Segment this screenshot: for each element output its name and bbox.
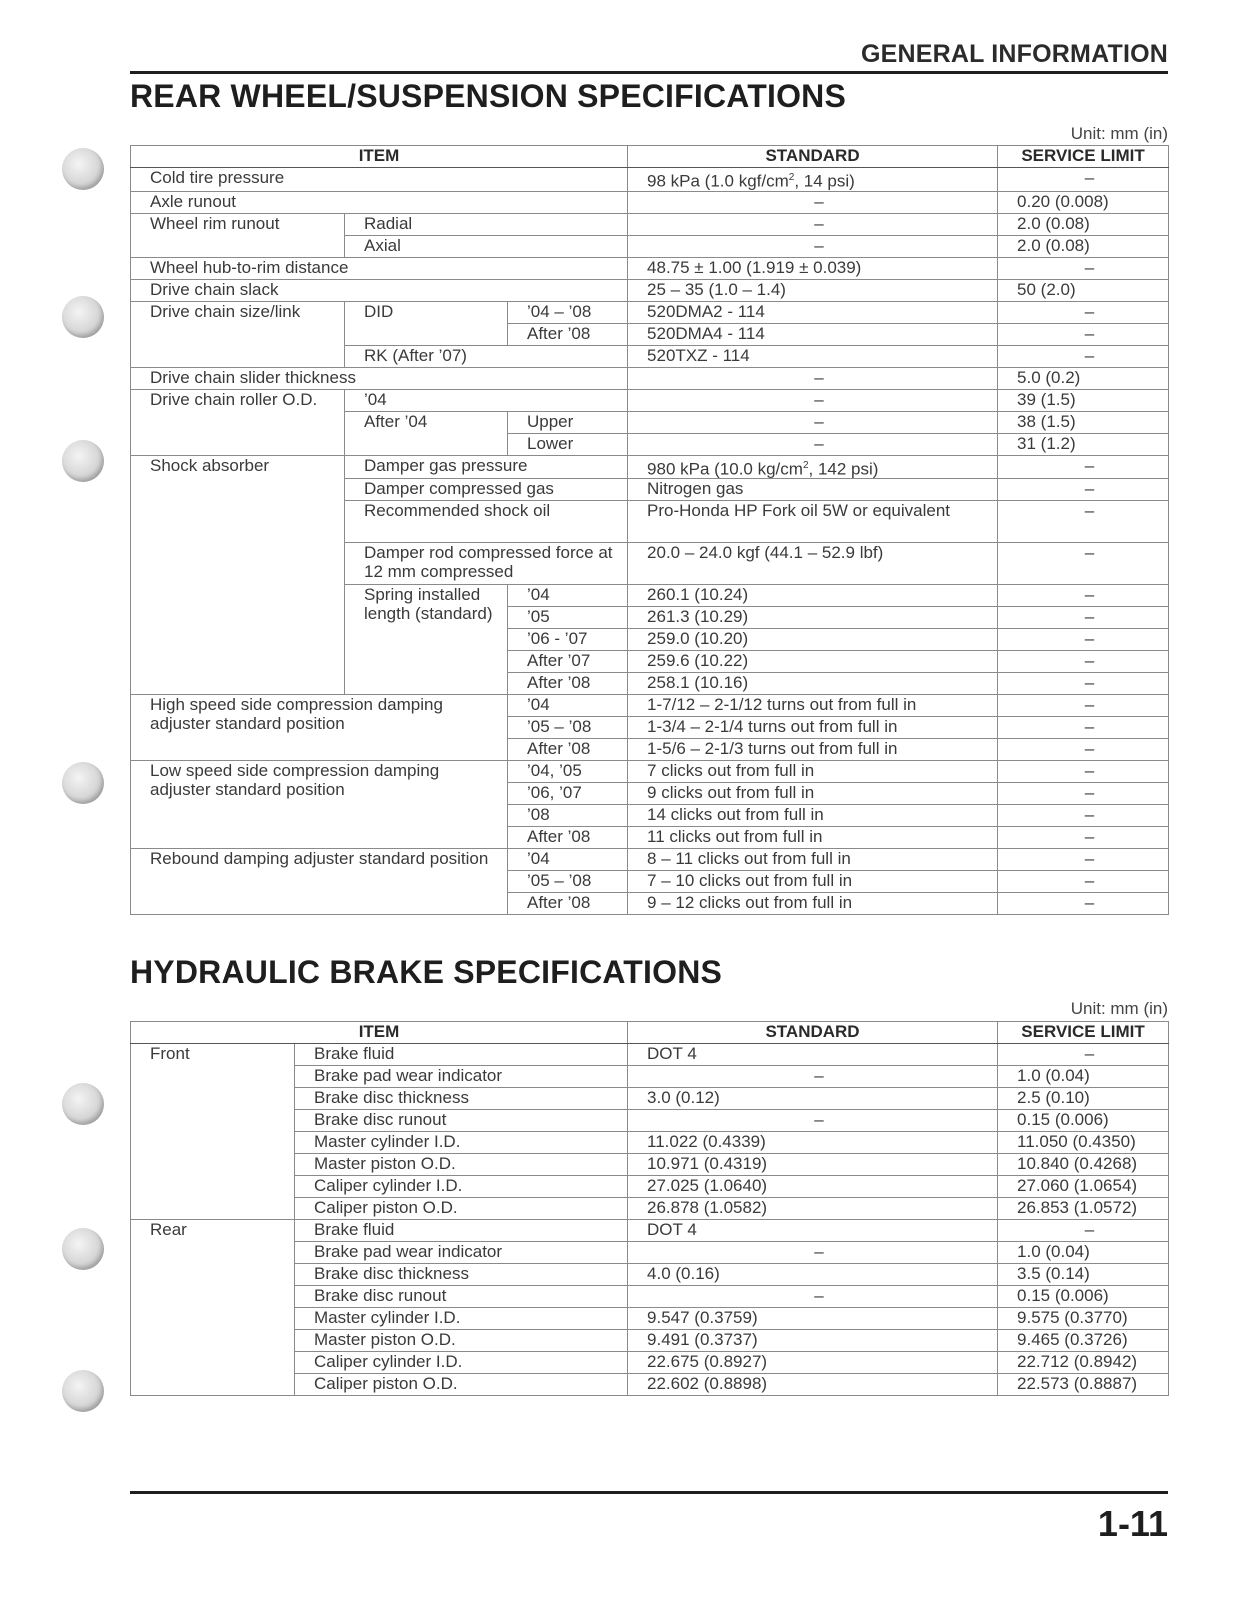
limit-cell: – xyxy=(998,585,1169,607)
year-cell: After ’07 xyxy=(508,651,628,673)
limit-cell: – xyxy=(998,695,1169,717)
limit-cell: 9.465 (0.3726) xyxy=(998,1330,1169,1352)
limit-cell: – xyxy=(998,1044,1169,1066)
item-cell: Caliper piston O.D. xyxy=(295,1198,628,1220)
item-cell: Drive chain size/link xyxy=(131,301,345,367)
standard-cell: 14 clicks out from full in xyxy=(628,805,998,827)
footer-rule xyxy=(130,1491,1168,1494)
standard-cell: 9 clicks out from full in xyxy=(628,783,998,805)
subitem-cell: Damper compressed gas xyxy=(345,479,628,501)
standard-cell: 3.0 (0.12) xyxy=(628,1088,998,1110)
standard-cell: 520TXZ - 114 xyxy=(628,345,998,367)
table-row xyxy=(131,279,1169,301)
limit-cell: 1.0 (0.04) xyxy=(998,1066,1169,1088)
item-cell: Brake disc runout xyxy=(295,1110,628,1132)
table-row xyxy=(131,213,1169,235)
limit-cell: – xyxy=(998,607,1169,629)
limit-cell: 22.712 (0.8942) xyxy=(998,1352,1169,1374)
limit-cell: 39 (1.5) xyxy=(998,389,1169,411)
subitem-cell: Damper rod compressed force at 12 mm compressed xyxy=(345,543,628,585)
limit-cell: – xyxy=(998,455,1169,479)
limit-cell: – xyxy=(998,805,1169,827)
table-row xyxy=(131,849,1169,871)
limit-cell: – xyxy=(998,629,1169,651)
limit-cell: 1.0 (0.04) xyxy=(998,1242,1169,1264)
year-cell: After ’08 xyxy=(508,739,628,761)
item-cell: Master piston O.D. xyxy=(295,1154,628,1176)
rear-spec-table xyxy=(130,145,1169,915)
table-row xyxy=(131,301,1169,323)
limit-cell: – xyxy=(998,761,1169,783)
standard-cell: 259.6 (10.22) xyxy=(628,651,998,673)
limit-cell: – xyxy=(998,717,1169,739)
page-number: 1-11 xyxy=(1097,1503,1168,1544)
limit-cell: – xyxy=(998,301,1169,323)
limit-cell: – xyxy=(998,501,1169,543)
limit-cell: 9.575 (0.3770) xyxy=(998,1308,1169,1330)
limit-cell: 38 (1.5) xyxy=(998,411,1169,433)
item-cell: Caliper piston O.D. xyxy=(295,1374,628,1396)
item-cell: Master piston O.D. xyxy=(295,1330,628,1352)
standard-cell: 520DMA2 - 114 xyxy=(628,301,998,323)
standard-cell: 1-7/12 – 2-1/12 turns out from full in xyxy=(628,695,998,717)
standard-cell: 520DMA4 - 114 xyxy=(628,323,998,345)
standard-cell: – xyxy=(628,191,998,213)
standard-cell: 22.602 (0.8898) xyxy=(628,1374,998,1396)
header-standard: STANDARD xyxy=(628,146,998,168)
standard-cell: 10.971 (0.4319) xyxy=(628,1154,998,1176)
limit-cell: 26.853 (1.0572) xyxy=(998,1198,1169,1220)
standard-cell: 260.1 (10.24) xyxy=(628,585,998,607)
item-cell: Drive chain slider thickness xyxy=(131,367,628,389)
year-cell: After ’08 xyxy=(508,673,628,695)
limit-cell: – xyxy=(998,893,1169,915)
limit-cell: 2.0 (0.08) xyxy=(998,235,1169,257)
limit-cell: – xyxy=(998,1220,1169,1242)
limit-cell: – xyxy=(998,849,1169,871)
year-cell: ’06 - ’07 xyxy=(508,629,628,651)
standard-cell: 9 – 12 clicks out from full in xyxy=(628,893,998,915)
group-label-front: Front xyxy=(131,1044,295,1220)
standard-cell: – xyxy=(628,235,998,257)
standard-cell: Nitrogen gas xyxy=(628,479,998,501)
limit-cell: 3.5 (0.14) xyxy=(998,1264,1169,1286)
subitem-cell: DID xyxy=(345,301,508,345)
limit-cell: 11.050 (0.4350) xyxy=(998,1132,1169,1154)
item-cell: Wheel hub-to-rim distance xyxy=(131,257,628,279)
table-row xyxy=(131,191,1169,213)
item-cell: Brake fluid xyxy=(295,1044,628,1066)
standard-cell: 1-3/4 – 2-1/4 turns out from full in xyxy=(628,717,998,739)
limit-cell: 5.0 (0.2) xyxy=(998,367,1169,389)
year-cell: Upper xyxy=(508,411,628,433)
item-cell: Master cylinder I.D. xyxy=(295,1132,628,1154)
header-rule xyxy=(130,71,1168,74)
limit-cell: – xyxy=(998,168,1169,192)
limit-cell: 22.573 (0.8887) xyxy=(998,1374,1169,1396)
standard-cell: Pro-Honda HP Fork oil 5W or equivalent xyxy=(628,501,998,543)
table-row xyxy=(131,695,1169,717)
table-row xyxy=(131,257,1169,279)
limit-cell: – xyxy=(998,783,1169,805)
standard-cell: 261.3 (10.29) xyxy=(628,607,998,629)
standard-cell: – xyxy=(628,433,998,455)
standard-cell: – xyxy=(628,367,998,389)
year-cell: ’06, ’07 xyxy=(508,783,628,805)
standard-cell: 259.0 (10.20) xyxy=(628,629,998,651)
year-cell: ’04 xyxy=(508,695,628,717)
item-cell: High speed side compression damping adjuster standard position xyxy=(131,695,508,761)
limit-cell: – xyxy=(998,479,1169,501)
item-cell: Brake pad wear indicator xyxy=(295,1242,628,1264)
item-cell: Shock absorber xyxy=(131,455,345,695)
limit-cell: 2.5 (0.10) xyxy=(998,1088,1169,1110)
item-cell: Cold tire pressure xyxy=(131,168,628,192)
rear-section-title: REAR WHEEL/SUSPENSION SPECIFICATIONS xyxy=(130,78,847,114)
table-row xyxy=(131,761,1169,783)
limit-cell: 31 (1.2) xyxy=(998,433,1169,455)
table-row xyxy=(131,389,1169,411)
standard-cell: – xyxy=(628,1110,998,1132)
table-row xyxy=(131,168,1169,192)
group-label-rear: Rear xyxy=(131,1220,295,1396)
standard-cell: 26.878 (1.0582) xyxy=(628,1198,998,1220)
year-cell: ’04 – ’08 xyxy=(508,301,628,323)
brake-unit-note: Unit: mm (in) xyxy=(1070,999,1168,1018)
standard-cell: 48.75 ± 1.00 (1.919 ± 0.039) xyxy=(628,257,998,279)
header-standard: STANDARD xyxy=(628,1022,998,1044)
item-cell: Axle runout xyxy=(131,191,628,213)
limit-cell: – xyxy=(998,739,1169,761)
year-cell: ’08 xyxy=(508,805,628,827)
limit-cell: – xyxy=(998,871,1169,893)
subitem-cell: Recommended shock oil xyxy=(345,501,628,543)
header-item: ITEM xyxy=(131,146,628,168)
section-header: GENERAL INFORMATION xyxy=(860,40,1168,68)
subitem-cell: ’04 xyxy=(345,389,628,411)
binder-hole xyxy=(62,1228,104,1270)
brake-spec-table xyxy=(130,1021,1169,1396)
limit-cell: – xyxy=(998,257,1169,279)
rear-unit-note: Unit: mm (in) xyxy=(1070,124,1168,143)
item-cell: Low speed side compression damping adjuster standard position xyxy=(131,761,508,849)
standard-cell: 22.675 (0.8927) xyxy=(628,1352,998,1374)
standard-cell: – xyxy=(628,389,998,411)
table-row xyxy=(131,367,1169,389)
header-service-limit: SERVICE LIMIT xyxy=(998,146,1169,168)
standard-cell: 25 – 35 (1.0 – 1.4) xyxy=(628,279,998,301)
standard-cell: – xyxy=(628,1242,998,1264)
limit-cell: – xyxy=(998,827,1169,849)
standard-cell: 8 – 11 clicks out from full in xyxy=(628,849,998,871)
standard-cell: DOT 4 xyxy=(628,1220,998,1242)
binder-hole xyxy=(62,1370,104,1412)
item-cell: Brake disc runout xyxy=(295,1286,628,1308)
binder-hole xyxy=(62,762,104,804)
limit-cell: – xyxy=(998,323,1169,345)
standard-cell: 9.491 (0.3737) xyxy=(628,1330,998,1352)
limit-cell: – xyxy=(998,673,1169,695)
item-cell: Wheel rim runout xyxy=(131,213,345,257)
item-cell: Brake fluid xyxy=(295,1220,628,1242)
standard-cell: 258.1 (10.16) xyxy=(628,673,998,695)
standard-cell: 11.022 (0.4339) xyxy=(628,1132,998,1154)
limit-cell: 50 (2.0) xyxy=(998,279,1169,301)
brake-section-title: HYDRAULIC BRAKE SPECIFICATIONS xyxy=(130,954,723,990)
table-header-row xyxy=(131,146,1169,168)
item-cell: Brake pad wear indicator xyxy=(295,1066,628,1088)
year-cell: ’05 – ’08 xyxy=(508,717,628,739)
header-service-limit: SERVICE LIMIT xyxy=(998,1022,1169,1044)
standard-cell: 7 – 10 clicks out from full in xyxy=(628,871,998,893)
limit-cell: – xyxy=(998,345,1169,367)
standard-cell: 98 kPa (1.0 kgf/$cm^2$, 14 psi) xyxy=(628,168,998,192)
standard-cell: 1-5/6 – 2-1/3 turns out from full in xyxy=(628,739,998,761)
table-row xyxy=(131,455,1169,479)
subitem-cell: Spring installed length (standard) xyxy=(345,585,508,695)
limit-cell: 0.15 (0.006) xyxy=(998,1110,1169,1132)
standard-cell: – xyxy=(628,1286,998,1308)
year-cell: ’04, ’05 xyxy=(508,761,628,783)
limit-cell: 2.0 (0.08) xyxy=(998,213,1169,235)
front-brake-group xyxy=(131,1044,1169,1220)
item-cell: Drive chain roller O.D. xyxy=(131,389,345,455)
year-cell: ’04 xyxy=(508,585,628,607)
subitem-cell: Radial xyxy=(345,213,628,235)
item-cell: Drive chain slack xyxy=(131,279,628,301)
table-header-row xyxy=(131,1022,1169,1044)
year-cell: ’05 – ’08 xyxy=(508,871,628,893)
limit-cell: – xyxy=(998,651,1169,673)
standard-cell: 7 clicks out from full in xyxy=(628,761,998,783)
standard-cell: 20.0 – 24.0 kgf (44.1 – 52.9 lbf) xyxy=(628,543,998,585)
year-cell: After ’08 xyxy=(508,827,628,849)
subitem-cell: Damper gas pressure xyxy=(345,455,628,479)
header-item: ITEM xyxy=(131,1022,628,1044)
binder-hole xyxy=(62,1083,104,1125)
standard-cell: – xyxy=(628,411,998,433)
item-cell: Rebound damping adjuster standard position xyxy=(131,849,508,915)
item-cell: Caliper cylinder I.D. xyxy=(295,1176,628,1198)
standard-cell: 11 clicks out from full in xyxy=(628,827,998,849)
binder-hole xyxy=(62,296,104,338)
year-cell: ’04 xyxy=(508,849,628,871)
item-cell: Caliper cylinder I.D. xyxy=(295,1352,628,1374)
standard-cell: 9.547 (0.3759) xyxy=(628,1308,998,1330)
standard-cell: DOT 4 xyxy=(628,1044,998,1066)
table-row xyxy=(131,1044,1169,1066)
standard-cell: 980 kPa (10.0 $kg/cm^2$, 142 psi) xyxy=(628,455,998,479)
limit-cell: 0.20 (0.008) xyxy=(998,191,1169,213)
table-row xyxy=(131,1220,1169,1242)
subitem-cell: After ’04 xyxy=(345,411,508,455)
year-cell: ’05 xyxy=(508,607,628,629)
binder-hole xyxy=(62,440,104,482)
item-cell: Brake disc thickness xyxy=(295,1264,628,1286)
standard-cell: 4.0 (0.16) xyxy=(628,1264,998,1286)
limit-cell: – xyxy=(998,543,1169,585)
rear-brake-group xyxy=(131,1220,1169,1396)
binder-hole xyxy=(62,148,104,190)
limit-cell: 0.15 (0.006) xyxy=(998,1286,1169,1308)
standard-cell: 27.025 (1.0640) xyxy=(628,1176,998,1198)
standard-cell: – xyxy=(628,1066,998,1088)
year-cell: After ’08 xyxy=(508,323,628,345)
standard-cell: – xyxy=(628,213,998,235)
year-cell: After ’08 xyxy=(508,893,628,915)
item-cell: Brake disc thickness xyxy=(295,1088,628,1110)
limit-cell: 27.060 (1.0654) xyxy=(998,1176,1169,1198)
limit-cell: 10.840 (0.4268) xyxy=(998,1154,1169,1176)
subitem-cell: Axial xyxy=(345,235,628,257)
year-cell: Lower xyxy=(508,433,628,455)
subitem-cell: RK (After ’07) xyxy=(345,345,628,367)
item-cell: Master cylinder I.D. xyxy=(295,1308,628,1330)
